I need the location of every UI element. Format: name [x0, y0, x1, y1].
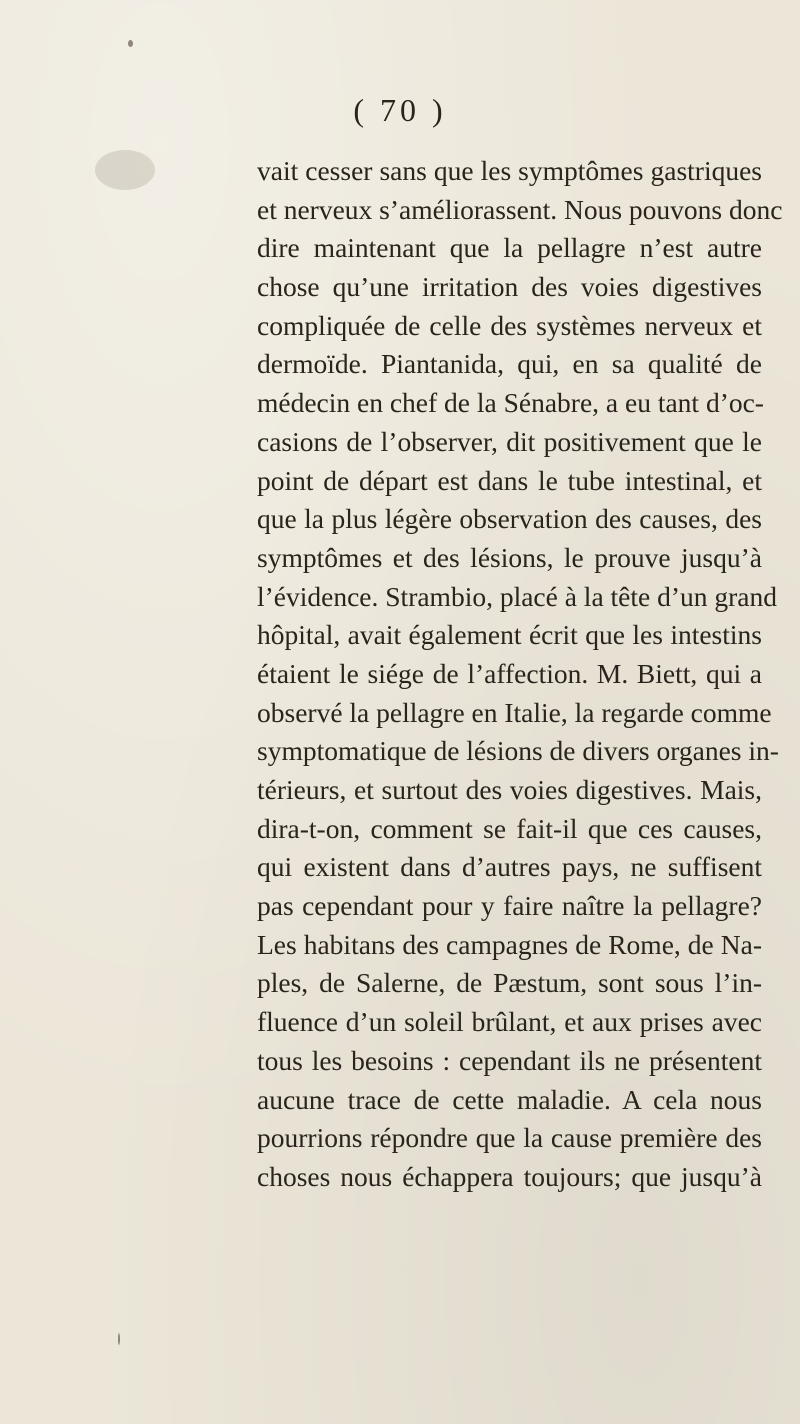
text-line: médecin en chef de la Sénabre, a eu tant d’oc- — [257, 387, 764, 419]
text-line: chose qu’une irritation des voies digestives — [257, 271, 762, 303]
text-line: pas cependant pour y faire naître la pellagre? — [257, 890, 762, 922]
text-line: et nerveux s’améliorassent. Nous pouvons donc — [257, 193, 783, 225]
text-line: point de départ est dans le tube intestinal, et — [257, 464, 762, 496]
text-line: ples, de Salerne, de Pæstum, sont sous l’in- — [257, 967, 762, 999]
text-line: térieurs, et surtout des voies digestives. Mais, — [257, 774, 762, 805]
text-line: l’évidence. Strambio, placé à la tête d’un grand — [257, 580, 777, 612]
text-line: aucune trace de cette maladie. A cela nous — [257, 1083, 762, 1115]
text-line: fluence d’un soleil brûlant, et aux prises avec — [257, 1006, 762, 1038]
paper-scuff — [95, 150, 155, 190]
ink-speck — [128, 40, 133, 47]
text-line: pourrions répondre que la cause première des — [257, 1122, 762, 1154]
text-line: hôpital, avait également écrit que les intestins — [257, 619, 762, 651]
text-line: vait cesser sans que les symptômes gastriques — [257, 155, 762, 186]
page-number: ( 70 ) — [353, 92, 447, 128]
text-line: tous les besoins : cependant ils ne présentent — [257, 1044, 762, 1076]
ink-speck — [118, 1333, 120, 1345]
text-line: que la plus légère observation des causes, des — [257, 503, 762, 535]
body-text — [257, 152, 783, 1197]
text-line: Les habitans des campagnes de Rome, de Na- — [257, 928, 762, 960]
text-line: choses nous échappera toujours; que jusqu’à — [257, 1160, 762, 1192]
text-line: qui existent dans d’autres pays, ne suffisent — [257, 851, 762, 883]
text-line: étaient le siége de l’affection. M. Biett, qui a — [257, 657, 762, 689]
text-line: symptomatique de lésions de divers organes in- — [257, 735, 779, 767]
text-line: observé la pellagre en Italie, la regarde comme — [257, 696, 772, 728]
text-line: symptômes et des lésions, le prouve jusqu’à — [257, 541, 762, 573]
text-line: dira-t-on, comment se fait-il que ces causes, — [257, 812, 762, 844]
text-line: dermoïde. Piantanida, qui, en sa qualité de — [257, 348, 762, 380]
text-line: casions de l’observer, dit positivement que le — [257, 425, 762, 457]
text-line: compliquée de celle des systèmes nerveux et — [257, 309, 762, 341]
text-line: dire maintenant que la pellagre n’est autre — [257, 232, 762, 264]
